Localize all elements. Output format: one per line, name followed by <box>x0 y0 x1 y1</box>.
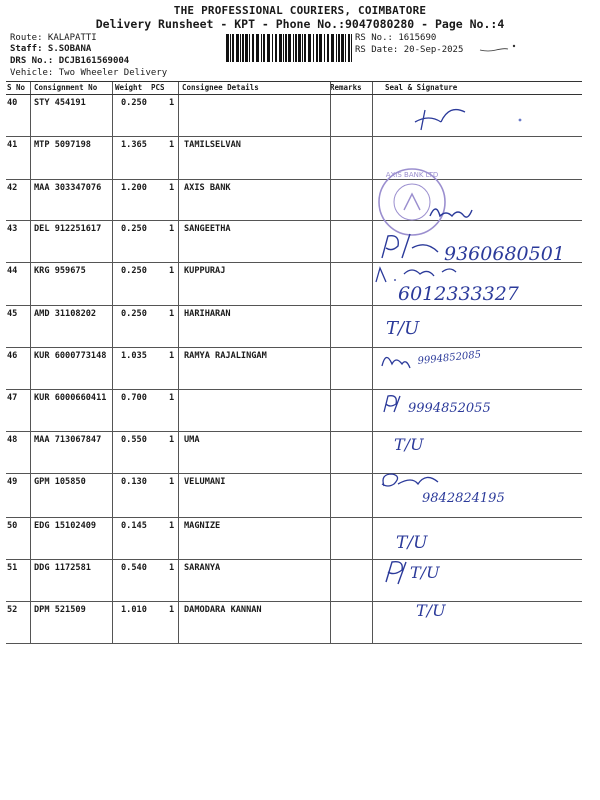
barcode-bar <box>341 34 344 62</box>
table-header <box>6 82 582 95</box>
barcode-bar <box>226 34 229 62</box>
cell-weight: 0.250 <box>121 224 147 234</box>
cell-weight: 0.250 <box>121 309 147 319</box>
barcode-bar <box>279 34 282 62</box>
table-row <box>6 137 582 180</box>
barcode-bar <box>293 34 294 62</box>
cell-pcs: 1 <box>169 266 175 276</box>
cell-consignment: AMD 31108202 <box>34 309 97 319</box>
barcode-bar <box>336 34 337 62</box>
barcode-bar <box>245 34 248 62</box>
barcode-bar <box>249 34 250 62</box>
cell-consignee: DAMODARA KANNAN <box>184 605 262 615</box>
cell-weight: 0.250 <box>121 98 147 108</box>
cell-pcs: 1 <box>169 224 175 234</box>
barcode-bar <box>338 34 340 62</box>
cell-weight: 0.145 <box>121 521 147 531</box>
barcode-bar <box>313 34 314 62</box>
signature-row-47 <box>380 390 520 420</box>
cell-sno: 49 <box>7 477 18 487</box>
table-row <box>6 518 582 560</box>
cell-consignment: GPM 105850 <box>34 477 86 487</box>
cell-pcs: 1 <box>169 563 175 573</box>
cell-weight: 0.550 <box>121 435 147 445</box>
barcode-bar <box>263 34 265 62</box>
cell-pcs: 1 <box>169 183 175 193</box>
signature-row-50 <box>394 524 444 554</box>
cell-consignment: STY 454191 <box>34 98 86 108</box>
cell-sno: 42 <box>7 183 18 193</box>
rs-number: RS No.: 1615690 <box>355 33 437 43</box>
tu-row-50: T/U <box>396 533 428 553</box>
barcode-bar <box>267 34 270 62</box>
tu-row-51: T/U <box>410 563 440 582</box>
cell-consignee: KUPPURAJ <box>184 266 226 276</box>
cell-sno: 41 <box>7 140 18 150</box>
barcode-bar <box>236 34 239 62</box>
tu-row-45: T/U <box>386 318 420 339</box>
route-label: Route: KALAPATTI <box>10 33 97 43</box>
cell-consignment: MAA 303347076 <box>34 183 102 193</box>
col-remarks: Remarks <box>330 83 362 92</box>
barcode-bar <box>288 34 291 62</box>
cell-consignee: AXIS BANK <box>184 183 231 193</box>
barcode-bar <box>256 34 259 62</box>
cell-consignment: MTP 5097198 <box>34 140 91 150</box>
barcode-bar <box>327 34 329 62</box>
barcode-bar <box>348 34 350 62</box>
table-row <box>6 180 582 221</box>
stamp-text: AXIS BANK LTD <box>385 171 439 179</box>
cell-sno: 47 <box>7 393 18 403</box>
barcode-bar <box>285 34 287 62</box>
cell-weight: 0.130 <box>121 477 147 487</box>
cell-consignee: VELUMANI <box>184 477 226 487</box>
cell-sno: 51 <box>7 563 18 573</box>
cell-weight: 0.540 <box>121 563 147 573</box>
cell-sno: 46 <box>7 351 18 361</box>
tu-row-52: T/U <box>416 601 446 620</box>
barcode-bar <box>232 34 234 62</box>
cell-consignment: DEL 912251617 <box>34 224 102 234</box>
cell-pcs: 1 <box>169 605 175 615</box>
table-row <box>6 560 582 602</box>
signature-row-44 <box>372 262 580 308</box>
cell-sno: 52 <box>7 605 18 615</box>
phone-row-46: 9994852085 <box>417 349 482 367</box>
cell-consignee: MAGNIZE <box>184 521 221 531</box>
rs-date: RS Date: 20-Sep-2025 <box>355 45 464 55</box>
cell-pcs: 1 <box>169 140 175 150</box>
phone-row-43: 9360680501 <box>444 243 565 265</box>
barcode-bar <box>298 34 301 62</box>
col-pcs: PCS <box>151 83 165 92</box>
col-consignment: Consignment No <box>34 83 98 92</box>
barcode-bar <box>242 34 244 62</box>
barcode-bar <box>345 34 346 62</box>
cell-weight: 0.700 <box>121 393 147 403</box>
barcode-bar <box>351 34 352 62</box>
barcode-bar <box>283 34 284 62</box>
drs-label: DRS No.: DCJB161569004 <box>10 56 130 66</box>
cell-weight: 1.035 <box>121 351 147 361</box>
col-consignee: Consignee Details <box>182 83 259 92</box>
signature-row-42 <box>426 200 476 224</box>
barcode-bar <box>302 34 303 62</box>
cell-consignee: TAMILSELVAN <box>184 140 241 150</box>
barcode-bar <box>261 34 262 62</box>
cell-sno: 43 <box>7 224 18 234</box>
cell-pcs: 1 <box>169 351 175 361</box>
cell-consignee: RAMYA RAJALINGAM <box>184 351 267 361</box>
cell-consignee: HARIHARAN <box>184 309 231 319</box>
cell-consignment: DDG 1172581 <box>34 563 91 573</box>
tu-row-48: T/U <box>394 435 424 454</box>
barcode-bar <box>230 34 231 62</box>
cell-weight: 1.200 <box>121 183 147 193</box>
cell-sno: 44 <box>7 266 18 276</box>
cell-sno: 50 <box>7 521 18 531</box>
cell-consignee: UMA <box>184 435 200 445</box>
signature-row-40 <box>345 96 535 134</box>
signature-row-46 <box>378 342 518 378</box>
barcode-bar <box>324 34 325 62</box>
cell-consignee: SANGEETHA <box>184 224 231 234</box>
barcode-bar <box>252 34 254 62</box>
barcode-bar <box>275 34 277 62</box>
barcode-bar <box>331 34 334 62</box>
barcode-bar <box>316 34 318 62</box>
barcode-bar <box>304 34 306 62</box>
signature-row-49 <box>378 466 538 510</box>
signature-row-48 <box>392 430 452 456</box>
cell-consignment: KUR 6000660411 <box>34 393 107 403</box>
cell-pcs: 1 <box>169 393 175 403</box>
cell-sno: 40 <box>7 98 18 108</box>
col-sno: S No <box>7 83 26 92</box>
company-title: THE PROFESSIONAL COURIERS, COIMBATORE <box>173 4 427 17</box>
cell-consignment: KRG 959675 <box>34 266 86 276</box>
cell-consignment: MAA 713067847 <box>34 435 102 445</box>
cell-consignment: EDG 15102409 <box>34 521 97 531</box>
cell-consignment: DPM 521509 <box>34 605 86 615</box>
table-row <box>6 602 582 644</box>
barcode-bar <box>319 34 322 62</box>
pen-scribble <box>478 43 518 53</box>
barcode <box>226 34 352 62</box>
signature-row-52 <box>414 592 464 622</box>
vehicle-label: Vehicle: Two Wheeler Delivery <box>10 68 168 78</box>
barcode-bar <box>272 34 273 62</box>
cell-consignee: SARANYA <box>184 563 221 573</box>
cell-pcs: 1 <box>169 309 175 319</box>
cell-weight: 1.010 <box>121 605 147 615</box>
cell-pcs: 1 <box>169 435 175 445</box>
cell-weight: 0.250 <box>121 266 147 276</box>
cell-pcs: 1 <box>169 521 175 531</box>
cell-sno: 45 <box>7 309 18 319</box>
staff-label: Staff: S.SOBANA <box>10 44 92 54</box>
cell-consignment: KUR 6000773148 <box>34 351 107 361</box>
col-weight: Weight <box>115 83 143 92</box>
cell-sno: 48 <box>7 435 18 445</box>
phone-row-44: 6012333327 <box>398 283 519 305</box>
barcode-bar <box>295 34 297 62</box>
col-signature: Seal & Signature <box>385 83 458 92</box>
cell-pcs: 1 <box>169 98 175 108</box>
barcode-bar <box>240 34 241 62</box>
cell-pcs: 1 <box>169 477 175 487</box>
barcode-bar <box>308 34 311 62</box>
runsheet-title: Delivery Runsheet - KPT - Phone No.:9047080280 - Page No.:4 <box>95 17 505 31</box>
cell-weight: 1.365 <box>121 140 147 150</box>
phone-row-49: 9842824195 <box>422 491 505 506</box>
signature-row-51 <box>382 556 472 588</box>
phone-row-47: 9994852055 <box>408 401 491 416</box>
signature-row-45 <box>384 312 444 342</box>
